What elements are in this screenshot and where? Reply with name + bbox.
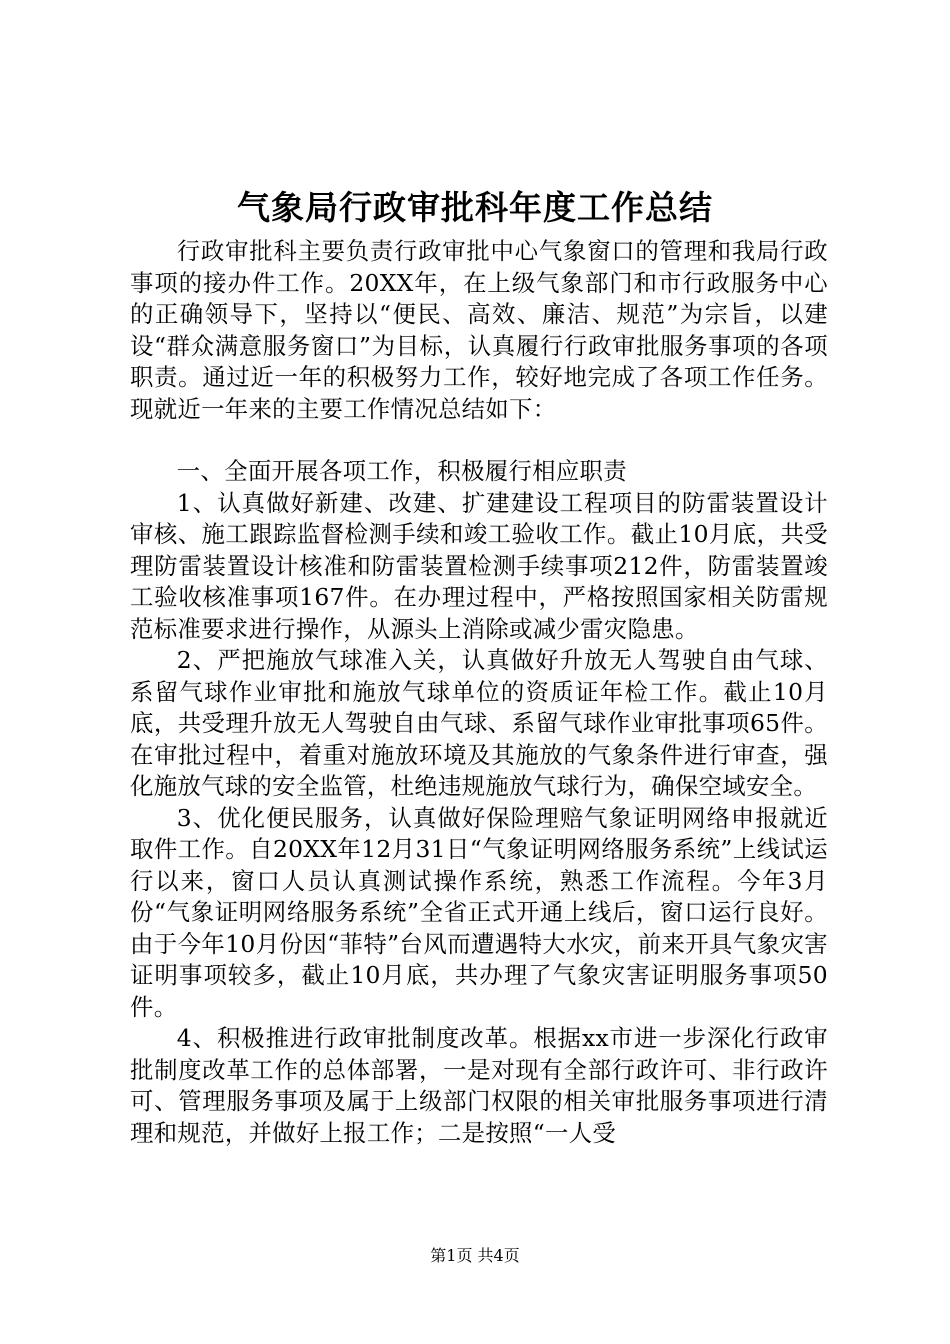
item-paragraph-4: 4、积极推进行政审批制度改革。根据xx市进一步深化行政审批制度改革工作的总体部署，一是对现有全部行政许可、非行政许可、管理服务事项及属于上级部门权限的相关审批服务事项进行清理和规范，并做好上报工作；二是按照“一人受 — [130, 1024, 828, 1147]
document-title: 气象局行政审批科年度工作总结 — [237, 188, 713, 227]
document-body — [130, 236, 828, 1149]
intro-paragraph: 行政审批科主要负责行政审批中心气象窗口的管理和我局行政事项的接办件工作。20XX年，在上级气象部门和市行政服务中心的正确领导下，坚持以“便民、高效、廉洁、规范”为宗旨，以建设“群众满意服务窗口”为目标，认真履行行政审批服务事项的各项职责。通过近一年的积极努力工作，较好地完成了各项工作任务。现就近一年来的主要工作情况总结如下： — [130, 237, 828, 423]
section-heading: 一、全面开展各项工作，积极履行相应职责 — [176, 457, 627, 485]
page-footer: 第1页 共4页 — [430, 1246, 520, 1265]
item-paragraph-1: 1、认真做好新建、改建、扩建建设工程项目的防雷装置设计审核、施工跟踪监督检测手续和竣工验收工作。截止10月底，共受理防雷装置设计核准和防雷装置检测手续事项212件，防雷装置竣工验收核准事项167件。在办理过程中，严格按照国家相关防雷规范标准要求进行操作，从源头上消除或减少雷灾隐患。 — [130, 488, 828, 643]
item-paragraph-2: 2、严把施放气球准入关，认真做好升放无人驾驶自由气球、系留气球作业审批和施放气球单位的资质证年检工作。截止10月底，共受理升放无人驾驶自由气球、系留气球作业审批事项65件。在审批过程中，着重对施放环境及其施放的气象条件进行审查，强化施放气球的安全监管，杜绝违规施放气球行为，确保空域安全。 — [130, 646, 828, 800]
item-paragraph-3: 3、优化便民服务，认真做好保险理赔气象证明网络申报就近取件工作。自20XX年12月31日“气象证明网络服务系统”上线试运行以来，窗口人员认真测试操作系统，熟悉工作流程。今年3月份“气象证明网络服务系统”全省正式开通上线后，窗口运行良好。由于今年10月份因“菲特”台风而遭遇特大水灾，前来开具气象灾害证明事项较多，截止10月底，共办理了气象灾害证明服务事项50件。 — [130, 803, 828, 1021]
